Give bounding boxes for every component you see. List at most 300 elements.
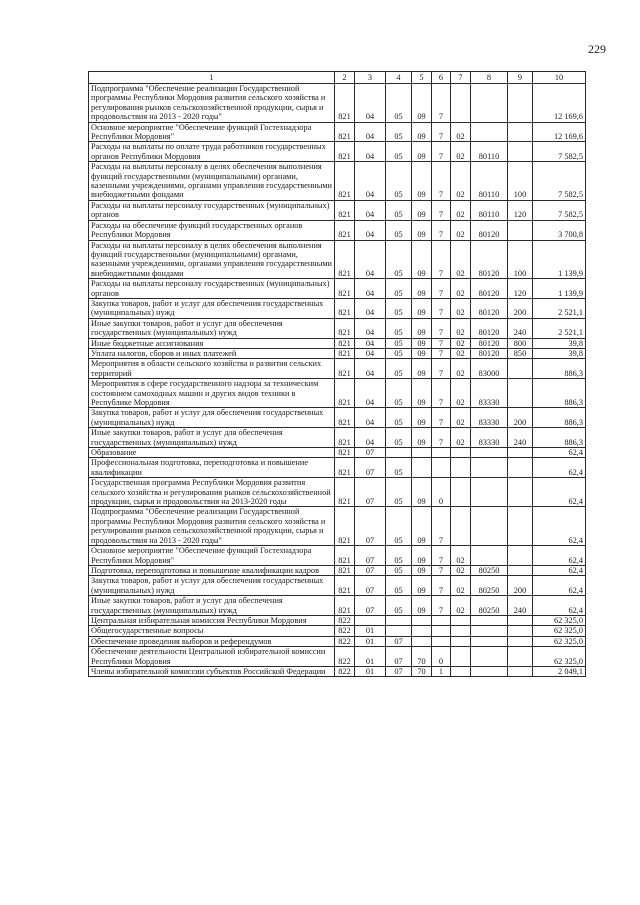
row-code-cell: 822 (335, 626, 355, 636)
table-row (89, 448, 586, 458)
row-code-cell: 05 (386, 507, 412, 546)
row-amount-cell: 1 139,9 (533, 240, 586, 279)
row-amount-cell: 62 325,0 (533, 636, 586, 646)
row-code-cell: 821 (335, 546, 355, 566)
row-code-cell: 7 (432, 546, 451, 566)
row-amount-cell: 62 325,0 (533, 647, 586, 667)
row-code-cell: 80120 (471, 279, 508, 299)
row-amount-cell: 62,4 (533, 596, 586, 616)
row-code-cell: 05 (386, 348, 412, 358)
row-code-cell: 05 (386, 122, 412, 142)
row-amount-cell: 886,3 (533, 359, 586, 379)
row-code-cell (508, 546, 533, 566)
row-code-cell: 05 (386, 408, 412, 428)
row-code-cell (451, 478, 471, 507)
row-code-cell: 80110 (471, 162, 508, 201)
row-code-cell: 09 (412, 428, 432, 448)
row-code-cell: 70 (412, 647, 432, 667)
row-code-cell: 821 (335, 458, 355, 478)
row-code-cell: 7 (432, 576, 451, 596)
row-name-cell: Подготовка, переподготовка и повышение квалификации кадров (89, 565, 335, 575)
row-name-cell: Закупка товаров, работ и услуг для обеспечения государственных (муниципальных) нужд (89, 298, 335, 318)
row-code-cell: 02 (451, 565, 471, 575)
row-amount-cell: 62 325,0 (533, 626, 586, 636)
row-name-cell: Мероприятия в области сельского хозяйства и развития сельских территорий (89, 359, 335, 379)
row-code-cell: 05 (386, 84, 412, 123)
row-code-cell: 70 (412, 666, 432, 676)
row-code-cell: 02 (451, 200, 471, 220)
row-code-cell (508, 220, 533, 240)
header-cell: 5 (412, 72, 432, 84)
row-name-cell: Закупка товаров, работ и услуг для обеспечения государственных (муниципальных) нужд (89, 408, 335, 428)
header-cell: 8 (471, 72, 508, 84)
row-amount-cell: 62,4 (533, 478, 586, 507)
row-code-cell: 02 (451, 576, 471, 596)
row-code-cell: 04 (355, 379, 386, 408)
table-row (89, 565, 586, 575)
row-code-cell (451, 507, 471, 546)
row-amount-cell: 12 169,6 (533, 122, 586, 142)
row-code-cell: 200 (508, 298, 533, 318)
row-amount-cell: 39,8 (533, 348, 586, 358)
row-code-cell (451, 448, 471, 458)
row-name-cell: Иные закупки товаров, работ и услуг для обеспечения государственных (муниципальных) нужд (89, 428, 335, 448)
budget-table (88, 71, 586, 677)
row-code-cell: 821 (335, 220, 355, 240)
row-code-cell: 05 (386, 279, 412, 299)
row-code-cell: 821 (335, 84, 355, 123)
row-code-cell: 01 (355, 626, 386, 636)
row-code-cell: 07 (355, 507, 386, 546)
row-code-cell: 09 (412, 408, 432, 428)
row-amount-cell: 886,3 (533, 408, 586, 428)
row-code-cell: 0 (432, 647, 451, 667)
row-code-cell: 05 (386, 458, 412, 478)
row-name-cell: Расходы на выплаты персоналу государственных (муниципальных) органов (89, 279, 335, 299)
table-row (89, 338, 586, 348)
row-code-cell: 05 (386, 596, 412, 616)
row-code-cell: 821 (335, 448, 355, 458)
row-code-cell (451, 647, 471, 667)
row-code-cell: 821 (335, 565, 355, 575)
row-code-cell (508, 636, 533, 646)
row-amount-cell: 62,4 (533, 507, 586, 546)
row-code-cell: 04 (355, 298, 386, 318)
row-code-cell (471, 546, 508, 566)
row-code-cell (508, 458, 533, 478)
row-code-cell (508, 359, 533, 379)
row-amount-cell: 62,4 (533, 458, 586, 478)
header-cell: 3 (355, 72, 386, 84)
row-code-cell: 09 (412, 379, 432, 408)
row-code-cell (412, 626, 432, 636)
row-amount-cell: 39,8 (533, 338, 586, 348)
row-code-cell (471, 122, 508, 142)
row-code-cell: 7 (432, 507, 451, 546)
row-code-cell: 04 (355, 84, 386, 123)
row-code-cell: 09 (412, 338, 432, 348)
row-code-cell: 821 (335, 408, 355, 428)
row-code-cell (471, 458, 508, 478)
header-cell: 7 (451, 72, 471, 84)
row-code-cell: 07 (355, 596, 386, 616)
row-code-cell (432, 458, 451, 478)
row-code-cell (471, 84, 508, 123)
row-code-cell: 821 (335, 428, 355, 448)
row-name-cell: Профессиональная подготовка, переподготовка и повышение квалификации (89, 458, 335, 478)
row-code-cell: 7 (432, 84, 451, 123)
row-code-cell: 09 (412, 220, 432, 240)
row-name-cell: Обеспечение проведения выборов и референдумов (89, 636, 335, 646)
row-code-cell: 02 (451, 428, 471, 448)
row-amount-cell: 2 521,1 (533, 298, 586, 318)
row-code-cell (508, 448, 533, 458)
row-code-cell: 09 (412, 348, 432, 358)
row-code-cell (508, 379, 533, 408)
row-code-cell: 07 (355, 576, 386, 596)
row-code-cell: 02 (451, 408, 471, 428)
row-code-cell: 07 (386, 647, 412, 667)
row-code-cell: 02 (451, 318, 471, 338)
row-code-cell (412, 636, 432, 646)
row-code-cell: 07 (386, 666, 412, 676)
row-code-cell (508, 84, 533, 123)
row-code-cell: 821 (335, 318, 355, 338)
row-code-cell: 02 (451, 596, 471, 616)
table-row (89, 298, 586, 318)
row-code-cell: 7 (432, 338, 451, 348)
row-code-cell: 821 (335, 338, 355, 348)
row-code-cell: 02 (451, 240, 471, 279)
row-name-cell: Основное мероприятие "Обеспечение функций Гостехнадзора Республики Мордовия" (89, 122, 335, 142)
row-amount-cell: 3 700,8 (533, 220, 586, 240)
row-code-cell (471, 615, 508, 625)
row-code-cell: 05 (386, 576, 412, 596)
row-code-cell (471, 647, 508, 667)
row-code-cell: 83000 (471, 359, 508, 379)
row-code-cell: 7 (432, 298, 451, 318)
row-code-cell: 04 (355, 162, 386, 201)
row-amount-cell: 7 582,5 (533, 162, 586, 201)
row-code-cell: 822 (335, 636, 355, 646)
row-code-cell (451, 615, 471, 625)
table-row (89, 636, 586, 646)
table-body (89, 84, 586, 677)
table-row (89, 240, 586, 279)
page-number: 229 (588, 42, 606, 56)
row-code-cell: 04 (355, 348, 386, 358)
row-code-cell: 821 (335, 200, 355, 220)
table-row (89, 546, 586, 566)
row-code-cell: 02 (451, 546, 471, 566)
row-code-cell (386, 615, 412, 625)
table-row (89, 428, 586, 448)
row-code-cell: 05 (386, 318, 412, 338)
row-code-cell: 02 (451, 379, 471, 408)
row-code-cell: 822 (335, 615, 355, 625)
row-code-cell: 200 (508, 408, 533, 428)
row-code-cell: 7 (432, 428, 451, 448)
row-code-cell: 80120 (471, 240, 508, 279)
table-row (89, 162, 586, 201)
row-code-cell: 05 (386, 240, 412, 279)
row-code-cell: 02 (451, 279, 471, 299)
row-name-cell: Иные закупки товаров, работ и услуг для обеспечения государственных (муниципальных) нужд (89, 596, 335, 616)
row-code-cell: 821 (335, 279, 355, 299)
row-code-cell: 05 (386, 359, 412, 379)
row-code-cell (432, 626, 451, 636)
row-code-cell: 7 (432, 220, 451, 240)
table-row (89, 348, 586, 358)
row-code-cell: 83330 (471, 428, 508, 448)
table-row (89, 478, 586, 507)
row-name-cell: Иные бюджетные ассигнования (89, 338, 335, 348)
row-code-cell: 04 (355, 338, 386, 348)
header-cell: 6 (432, 72, 451, 84)
row-code-cell: 80120 (471, 348, 508, 358)
row-code-cell: 821 (335, 596, 355, 616)
row-code-cell: 04 (355, 240, 386, 279)
row-code-cell: 05 (386, 478, 412, 507)
row-name-cell: Закупка товаров, работ и услуг для обеспечения государственных (муниципальных) нужд (89, 576, 335, 596)
table-row (89, 279, 586, 299)
row-code-cell: 200 (508, 576, 533, 596)
row-code-cell: 04 (355, 220, 386, 240)
row-code-cell: 05 (386, 220, 412, 240)
row-code-cell: 09 (412, 84, 432, 123)
row-code-cell: 05 (386, 565, 412, 575)
row-code-cell: 821 (335, 298, 355, 318)
row-code-cell: 821 (335, 379, 355, 408)
row-code-cell: 02 (451, 122, 471, 142)
row-code-cell: 02 (451, 359, 471, 379)
row-code-cell: 7 (432, 596, 451, 616)
row-name-cell: Расходы на обеспечение функций государственных органов Республики Мордовия (89, 220, 335, 240)
table-row (89, 379, 586, 408)
row-code-cell: 7 (432, 348, 451, 358)
row-code-cell: 07 (355, 448, 386, 458)
row-amount-cell: 62,4 (533, 448, 586, 458)
header-cell: 1 (89, 72, 335, 84)
row-code-cell: 04 (355, 428, 386, 448)
row-name-cell: Общегосударственные вопросы (89, 626, 335, 636)
row-code-cell: 02 (451, 338, 471, 348)
row-code-cell (451, 626, 471, 636)
row-code-cell: 09 (412, 576, 432, 596)
row-code-cell: 02 (451, 348, 471, 358)
row-code-cell: 821 (335, 240, 355, 279)
header-cell: 10 (533, 72, 586, 84)
header-cell: 4 (386, 72, 412, 84)
row-amount-cell: 12 169,6 (533, 84, 586, 123)
row-code-cell (412, 458, 432, 478)
table-row (89, 84, 586, 123)
row-code-cell: 04 (355, 408, 386, 428)
row-code-cell: 04 (355, 142, 386, 162)
row-name-cell: Подпрограмма "Обеспечение реализации Государственной программы Республики Мордовия развития сельского хозяйства и регулирования рынков сельскохозяйственной продукции, сырья и продовольствия на 2013 - 2020 годы" (89, 507, 335, 546)
row-amount-cell: 7 582,5 (533, 200, 586, 220)
row-code-cell (471, 448, 508, 458)
row-code-cell: 05 (386, 142, 412, 162)
row-amount-cell: 62,4 (533, 565, 586, 575)
row-code-cell: 02 (451, 162, 471, 201)
row-code-cell (451, 636, 471, 646)
row-code-cell: 07 (386, 636, 412, 646)
row-amount-cell: 1 139,9 (533, 279, 586, 299)
row-amount-cell: 886,3 (533, 428, 586, 448)
row-code-cell: 04 (355, 200, 386, 220)
row-code-cell (451, 666, 471, 676)
row-code-cell (412, 615, 432, 625)
row-name-cell: Расходы на выплаты персоналу в целях обеспечения выполнения функций государственными (муниципальными) органами, казенными учреждениями, органами управления государственными внебюджетными фондами (89, 162, 335, 201)
row-code-cell: 240 (508, 596, 533, 616)
row-code-cell: 7 (432, 240, 451, 279)
header-cell: 9 (508, 72, 533, 84)
row-name-cell: Основное мероприятие "Обеспечение функций Гостехнадзора Республики Мордовия" (89, 546, 335, 566)
row-code-cell: 822 (335, 647, 355, 667)
row-amount-cell: 2 521,1 (533, 318, 586, 338)
row-code-cell: 80120 (471, 338, 508, 348)
table-row (89, 576, 586, 596)
row-code-cell (508, 142, 533, 162)
row-name-cell: Обеспечение деятельности Центральной избирательной комиссии Республики Мордовия (89, 647, 335, 667)
row-code-cell: 7 (432, 318, 451, 338)
row-name-cell: Образование (89, 448, 335, 458)
row-code-cell: 821 (335, 507, 355, 546)
row-code-cell (508, 666, 533, 676)
row-code-cell (432, 636, 451, 646)
row-code-cell (355, 615, 386, 625)
row-code-cell: 850 (508, 348, 533, 358)
row-amount-cell: 62,4 (533, 576, 586, 596)
row-code-cell: 09 (412, 359, 432, 379)
table-row (89, 359, 586, 379)
row-code-cell (471, 666, 508, 676)
row-amount-cell: 62 325,0 (533, 615, 586, 625)
row-code-cell (508, 478, 533, 507)
row-code-cell: 09 (412, 162, 432, 201)
table-row (89, 408, 586, 428)
row-name-cell: Подпрограмма "Обеспечение реализации Государственной программы Республики Мордовия развития сельского хозяйства и регулирования рынков сельскохозяйственной продукции, сырья и продовольствия на 2013 - 2020 годы" (89, 84, 335, 123)
row-code-cell (432, 615, 451, 625)
table-row (89, 220, 586, 240)
row-code-cell: 07 (355, 546, 386, 566)
row-code-cell: 05 (386, 428, 412, 448)
row-code-cell: 7 (432, 142, 451, 162)
row-code-cell: 09 (412, 596, 432, 616)
row-code-cell: 821 (335, 359, 355, 379)
row-code-cell: 07 (355, 478, 386, 507)
row-code-cell: 80120 (471, 298, 508, 318)
row-code-cell: 821 (335, 576, 355, 596)
row-code-cell: 821 (335, 162, 355, 201)
row-code-cell: 821 (335, 142, 355, 162)
row-code-cell: 04 (355, 279, 386, 299)
row-code-cell (508, 122, 533, 142)
row-amount-cell: 2 049,1 (533, 666, 586, 676)
row-name-cell: Расходы на выплаты по оплате труда работников государственных органов Республики Мордовия (89, 142, 335, 162)
row-code-cell: 04 (355, 122, 386, 142)
row-code-cell: 7 (432, 122, 451, 142)
row-name-cell: Уплата налогов, сборов и иных платежей (89, 348, 335, 358)
row-code-cell (508, 647, 533, 667)
header-cell: 2 (335, 72, 355, 84)
row-code-cell: 80120 (471, 318, 508, 338)
row-code-cell: 09 (412, 200, 432, 220)
row-code-cell (508, 626, 533, 636)
row-code-cell: 83330 (471, 379, 508, 408)
row-code-cell: 0 (432, 478, 451, 507)
row-code-cell: 7 (432, 408, 451, 428)
row-code-cell (508, 565, 533, 575)
row-code-cell (412, 448, 432, 458)
row-code-cell: 01 (355, 647, 386, 667)
table-row (89, 647, 586, 667)
row-code-cell: 7 (432, 279, 451, 299)
row-name-cell: Расходы на выплаты персоналу в целях обеспечения выполнения функций государственными (муниципальными) органами, казенными учреждениями, органами управления государственными внебюджетными фондами (89, 240, 335, 279)
row-code-cell: 07 (355, 565, 386, 575)
table-row (89, 142, 586, 162)
row-code-cell (386, 626, 412, 636)
row-code-cell (471, 507, 508, 546)
row-code-cell: 120 (508, 200, 533, 220)
row-code-cell: 7 (432, 359, 451, 379)
table-row (89, 507, 586, 546)
row-code-cell: 01 (355, 636, 386, 646)
row-code-cell: 822 (335, 666, 355, 676)
row-code-cell: 80250 (471, 565, 508, 575)
header-row (89, 72, 586, 84)
row-amount-cell: 7 582,5 (533, 142, 586, 162)
row-code-cell: 02 (451, 142, 471, 162)
row-code-cell: 04 (355, 359, 386, 379)
row-code-cell (471, 478, 508, 507)
table-row (89, 458, 586, 478)
table-row (89, 666, 586, 676)
row-code-cell: 02 (451, 298, 471, 318)
table-row (89, 626, 586, 636)
row-code-cell (451, 84, 471, 123)
row-code-cell: 80250 (471, 576, 508, 596)
row-code-cell: 09 (412, 546, 432, 566)
row-code-cell: 02 (451, 220, 471, 240)
row-name-cell: Центральная избирательная комиссия Республики Мордовия (89, 615, 335, 625)
row-code-cell: 80120 (471, 220, 508, 240)
row-code-cell: 80250 (471, 596, 508, 616)
row-code-cell: 83330 (471, 408, 508, 428)
row-name-cell: Государственная программа Республики Мордовия развития сельского хозяйства и регулирования рынков сельскохозяйственной продукции, сырья и продовольствия на 2013-2020 годы (89, 478, 335, 507)
row-name-cell: Иные закупки товаров, работ и услуг для обеспечения государственных (муниципальных) нужд (89, 318, 335, 338)
row-code-cell (471, 636, 508, 646)
row-code-cell: 100 (508, 240, 533, 279)
row-name-cell: Члены избирательной комиссии субъектов Российской Федерации (89, 666, 335, 676)
row-code-cell (432, 448, 451, 458)
row-code-cell: 100 (508, 162, 533, 201)
row-code-cell: 09 (412, 240, 432, 279)
row-code-cell (508, 507, 533, 546)
table-row (89, 596, 586, 616)
table-row (89, 200, 586, 220)
row-code-cell: 7 (432, 565, 451, 575)
row-code-cell: 05 (386, 200, 412, 220)
row-code-cell: 09 (412, 507, 432, 546)
row-code-cell: 821 (335, 122, 355, 142)
row-code-cell: 09 (412, 565, 432, 575)
row-code-cell: 07 (355, 458, 386, 478)
row-code-cell: 05 (386, 338, 412, 348)
row-code-cell: 09 (412, 279, 432, 299)
row-code-cell: 240 (508, 318, 533, 338)
